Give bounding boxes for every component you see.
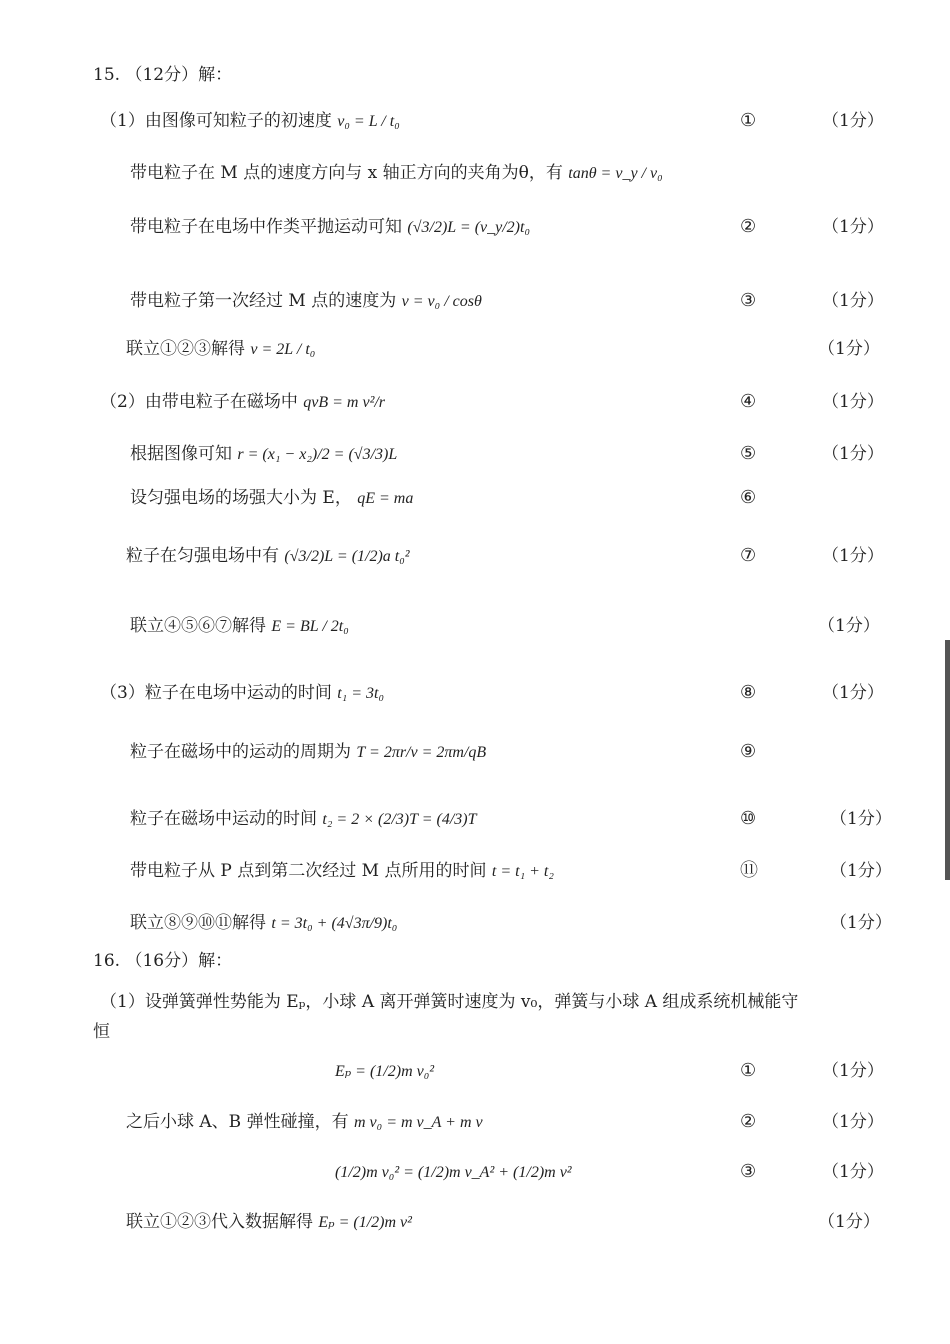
q15-line-13-label: 粒子在磁场中运动的时间 [130, 809, 317, 829]
q15-line-1-num: ① [740, 110, 757, 131]
q15-line-4-label: 带电粒子第一次经过 M 点的速度为 [130, 291, 397, 311]
q15-line-13-num: ⑩ [740, 808, 757, 829]
q16-line-5-formula: (1/2)m v₀² = (1/2)m v_A² + (1/2)m v² [335, 1164, 572, 1181]
q15-line-2-text [130, 162, 663, 185]
q16-line-5-text [335, 1161, 572, 1184]
q16-line-3-text [335, 1060, 434, 1083]
q15-line-5-score: （1分） [818, 339, 880, 359]
q15-line-3-formula: (√3/2)L = (v_y/2)t₀ [407, 219, 531, 236]
q15-line-9-formula: (√3/2)L = (1/2)a t₀² [284, 548, 410, 565]
q15-line-12-label: 粒子在磁场中的运动的周期为 [130, 742, 351, 762]
q15-line-13-score: （1分） [830, 809, 892, 829]
q16-line-6-score: （1分） [818, 1212, 880, 1232]
q15-line-8-label: 设匀强电场的场强大小为 E， [130, 488, 352, 508]
q16-line-4-num: ② [740, 1111, 757, 1132]
q15-line-15-label: 联立⑧⑨⑩⑪解得 [130, 913, 266, 933]
q15-line-8-num: ⑥ [740, 487, 757, 508]
q15-line-1-score: （1分） [822, 111, 884, 131]
q15-line-5-label: 联立①②③解得 [126, 339, 245, 359]
q15-line-5-formula: v = 2L / t₀ [250, 341, 316, 358]
q16-line-2-label: 恒 [93, 1022, 110, 1042]
q15-line-7-text [130, 443, 397, 466]
q15-line-11-text [100, 682, 384, 705]
q15-line-15-score: （1分） [830, 913, 892, 933]
q15-line-10-score: （1分） [818, 616, 880, 636]
q15-line-13-text [130, 808, 477, 831]
q15-line-11-score: （1分） [822, 683, 884, 703]
q15-line-7-formula: r = (x₁ − x₂)/2 = (√3/3)L [237, 446, 398, 463]
q16-line-6-text [126, 1211, 412, 1234]
q15-line-5-text [126, 338, 315, 361]
q15-line-2-label: 带电粒子在 M 点的速度方向与 x 轴正方向的夹角为θ，有 [130, 163, 563, 183]
q15-line-3-text [130, 216, 530, 239]
q15-line-3-score: （1分） [822, 217, 884, 237]
q16-line-5-score: （1分） [822, 1162, 884, 1182]
q16-line-3-num: ① [740, 1060, 757, 1081]
q15-line-12-formula: T = 2πr/v = 2πm/qB [356, 744, 487, 761]
q15-line-6-text [100, 391, 385, 414]
q15-line-11-label: （3）粒子在电场中运动的时间 [100, 683, 332, 703]
question-15-header: 15. （12分）解： [93, 65, 233, 85]
q15-line-6-formula: qvB = m v²/r [303, 394, 386, 411]
q15-line-12-num: ⑨ [740, 741, 757, 762]
q16-line-4-formula: m v₀ = m v_A + m v [353, 1114, 483, 1131]
q15-line-3-label: 带电粒子在电场中作类平抛运动可知 [130, 217, 402, 237]
q15-line-11-formula: t₁ = 3t₀ [337, 685, 385, 702]
q16-line-1-label: （1）设弹簧弹性势能为 Eₚ，小球 A 离开弹簧时速度为 v₀，弹簧与小球 A 组成系统机械能守 [100, 992, 799, 1012]
q15-line-11-num: ⑧ [740, 682, 757, 703]
q16-line-4-score: （1分） [822, 1112, 884, 1132]
q16-line-1-text [100, 991, 798, 1013]
q15-line-15-formula: t = 3t₀ + (4√3π/9)t₀ [271, 915, 398, 932]
q15-line-1-formula: v₀ = L / t₀ [337, 113, 400, 130]
q15-line-7-num: ⑤ [740, 443, 757, 464]
q15-line-4-text [130, 290, 482, 313]
q15-line-6-label: （2）由带电粒子在磁场中 [100, 392, 298, 412]
q16-line-6-label: 联立①②③代入数据解得 [126, 1212, 313, 1232]
q15-line-14-text [130, 860, 554, 883]
q16-line-2-text [93, 1021, 110, 1043]
q15-line-14-score: （1分） [830, 861, 892, 881]
q15-line-4-formula: v = v₀ / cosθ [401, 293, 482, 310]
q15-line-10-formula: E = BL / 2t₀ [271, 618, 349, 635]
q15-line-9-score: （1分） [822, 546, 884, 566]
q15-line-10-label: 联立④⑤⑥⑦解得 [130, 616, 266, 636]
q15-line-15-text [130, 912, 397, 935]
q15-line-2-formula: tanθ = v_y / v₀ [568, 165, 663, 182]
q15-line-9-num: ⑦ [740, 545, 757, 566]
q15-line-1-label: （1）由图像可知粒子的初速度 [100, 111, 332, 131]
q16-line-5-num: ③ [740, 1161, 757, 1182]
q16-line-6-formula: Eₚ = (1/2)m v² [318, 1214, 412, 1231]
q15-line-14-formula: t = t₁ + t₂ [491, 863, 554, 880]
q15-line-8-formula: qE = ma [357, 490, 414, 507]
q15-line-6-score: （1分） [822, 392, 884, 412]
q15-line-7-score: （1分） [822, 444, 884, 464]
q15-line-4-score: （1分） [822, 291, 884, 311]
q15-line-14-label: 带电粒子从 P 点到第二次经过 M 点所用的时间 [130, 861, 487, 881]
q15-line-1-text [100, 110, 400, 133]
q16-line-4-text [126, 1111, 483, 1134]
q15-line-9-text [126, 545, 410, 568]
q16-line-4-label: 之后小球 A、B 弹性碰撞，有 [126, 1112, 349, 1132]
page-edge-shadow [945, 640, 950, 880]
q15-line-9-label: 粒子在匀强电场中有 [126, 546, 279, 566]
q16-line-3-score: （1分） [822, 1061, 884, 1081]
q15-line-10-text [130, 615, 349, 638]
q15-line-6-num: ④ [740, 391, 757, 412]
q16-line-3-formula: Eₚ = (1/2)m v₀² [335, 1063, 435, 1080]
q15-line-8-text [130, 487, 413, 510]
q15-line-4-num: ③ [740, 290, 757, 311]
q15-line-14-num: ⑪ [740, 860, 758, 881]
q15-line-7-label: 根据图像可知 [130, 444, 232, 464]
q15-line-3-num: ② [740, 216, 757, 237]
q15-line-12-text [130, 741, 486, 764]
q15-line-13-formula: t₂ = 2 × (2/3)T = (4/3)T [322, 811, 477, 828]
question-16-header: 16. （16分）解： [93, 951, 233, 971]
